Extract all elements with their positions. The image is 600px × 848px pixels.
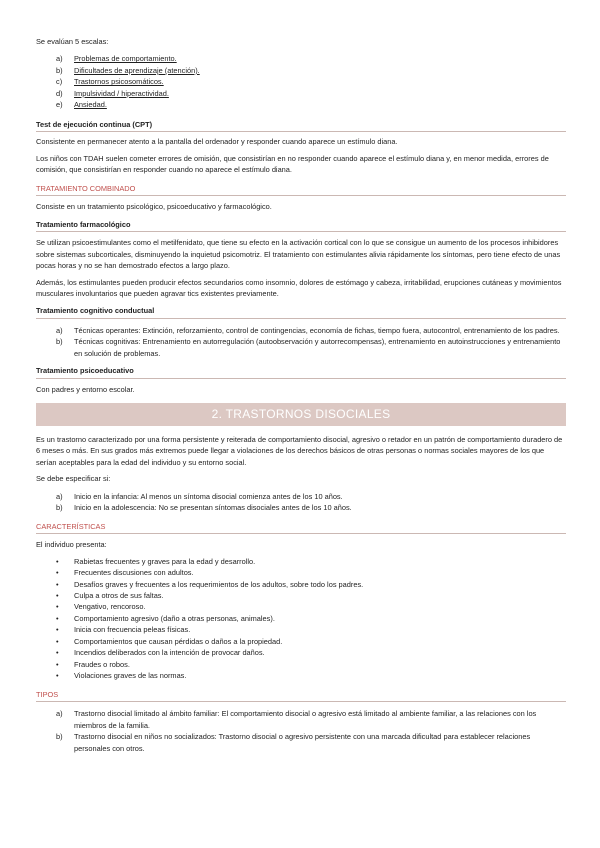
list-item: a) Técnicas operantes: Extinción, reforzamiento, control de contingencias, economía de fichas, tiempo fuera, autocontrol, entrenamiento de los padres. — [56, 325, 560, 335]
list-item: • Desafíos graves y frecuentes a los requerimientos de los adultos, sobre todo los padres. — [56, 579, 364, 589]
list-item: • Violaciones graves de las normas. — [56, 671, 187, 681]
cognitivo-heading: Tratamiento cognitivo conductual — [36, 305, 566, 318]
list-item: • Comportamientos que causan pérdidas o daños a la propiedad. — [56, 636, 283, 646]
section2-paragraph-2: Se debe especificar si: — [36, 474, 111, 484]
combinado-heading: TRATAMIENTO COMBINADO — [36, 183, 566, 196]
list-item: • Fraudes o robos. — [56, 659, 130, 669]
list-item: • Inicia con frecuencia peleas físicas. — [56, 625, 191, 635]
tipos-heading: TIPOS — [36, 689, 566, 702]
list-item: a) Trastorno disocial limitado al ámbito familiar: El comportamiento disocial o agresivo está limitado al ambiente familiar, a las relaciones con los miembros de la familia. — [56, 709, 537, 730]
psicoeducativo-heading: Tratamiento psicoeducativo — [36, 365, 566, 378]
list-item: • Comportamiento agresivo (daño a otras personas, animales). — [56, 613, 275, 623]
psicoeducativo-text: Con padres y entorno escolar. — [36, 384, 135, 394]
scales-intro: Se evalúan 5 escalas: — [36, 37, 109, 46]
section-banner: 2. TRASTORNOS DISOCIALES — [36, 403, 566, 426]
list-item: • Vengativo, rencoroso. — [56, 602, 146, 612]
farmaco-heading: Tratamiento farmacológico — [36, 219, 566, 232]
farmaco-paragraph-2: Además, los estimulantes pueden producir efectos secundarios como insomnio, dolores de estómago y cabeza, irritabilidad, erupciones cutáneas y movimientos musculares involuntarios que pueden agravar tics existentes previamente. — [36, 277, 562, 298]
tipos-list — [36, 708, 566, 754]
list-item: c) Trastornos psicosomáticos. — [56, 77, 164, 87]
specify-list — [36, 491, 566, 514]
caracteristicas-intro: El individuo presenta: — [36, 540, 107, 550]
list-item: • Culpa a otros de sus faltas. — [56, 591, 164, 600]
list-item: a) Inicio en la infancia: Al menos un síntoma disocial comienza antes de los 10 años. — [56, 491, 343, 501]
list-item: a) Problemas de comportamiento. — [56, 54, 177, 64]
list-item: • Incendios deliberados con la intención de provocar daños. — [56, 648, 265, 658]
list-item: • Rabietas frecuentes y graves para la edad y desarrollo. — [56, 556, 256, 566]
list-item: b) Trastorno disocial en niños no socializados: Trastorno disocial o agresivo persistente con una marcada dificultad para establecer relaciones personales con otros. — [56, 732, 531, 753]
section2-paragraph-1: Es un trastorno caracterizado por una forma persistente y reiterada de comportamiento disocial, agresivo o retador en un patrón de comportamiento duradero de 6 meses o más. En sus grados más extremos puede llegar a violaciones de los derechos básicos de otras personas o normas sociales mayores de los que serían aceptables para la edad del individuo y su entorno social. — [36, 434, 563, 467]
cpt-heading: Test de ejecución continua (CPT) — [36, 119, 566, 132]
cpt-paragraph-2: Los niños con TDAH suelen cometer errores de omisión, que consistirían en no responder cuando aparece el estímulo diana y, en menor medida, errores de comisión, que consistirían en responder cuando no aparece el estímulo diana. — [36, 153, 549, 175]
caracteristicas-list — [36, 556, 566, 682]
list-item: d) Impulsividad / hiperactividad. — [56, 88, 169, 98]
caracteristicas-heading: CARACTERÍSTICAS — [36, 521, 566, 534]
farmaco-paragraph-1: Se utilizan psicoestimulantes como el metilfenidato, que tiene su efecto en la activación cortical con lo que se consigue un aumento de los procesos inhibidores sobre sistemas subcorticales, disminuyendo la inquietud psicomotriz. El tratamiento con estimulantes alivia rápidamente los síntomas, pero tiene efecto de unas pocas horas y no se han demostrado efectos a largo plazo. — [36, 238, 561, 271]
scales-list — [36, 53, 566, 110]
list-item: b) Dificultades de aprendizaje (atención). — [56, 65, 200, 75]
list-item: b) Inicio en la adolescencia: No se presentan síntomas disociales antes de los 10 años. — [56, 503, 352, 513]
combinado-text: Consiste en un tratamiento psicológico, psicoeducativo y farmacológico. — [36, 202, 272, 212]
cognitivo-list — [36, 325, 566, 359]
list-item: b) Técnicas cognitivas: Entrenamiento en autorregulación (autoobservación y autorrecompensas), entrenamiento en autoinstrucciones y entrenamiento en solución de problemas. — [56, 337, 561, 358]
cpt-paragraph-1: Consistente en permanecer atento a la pantalla del ordenador y responder cuando aparece un estímulo diana. — [36, 137, 398, 147]
list-item: e) Ansiedad. — [56, 100, 107, 110]
list-item: • Frecuentes discusiones con adultos. — [56, 568, 194, 578]
